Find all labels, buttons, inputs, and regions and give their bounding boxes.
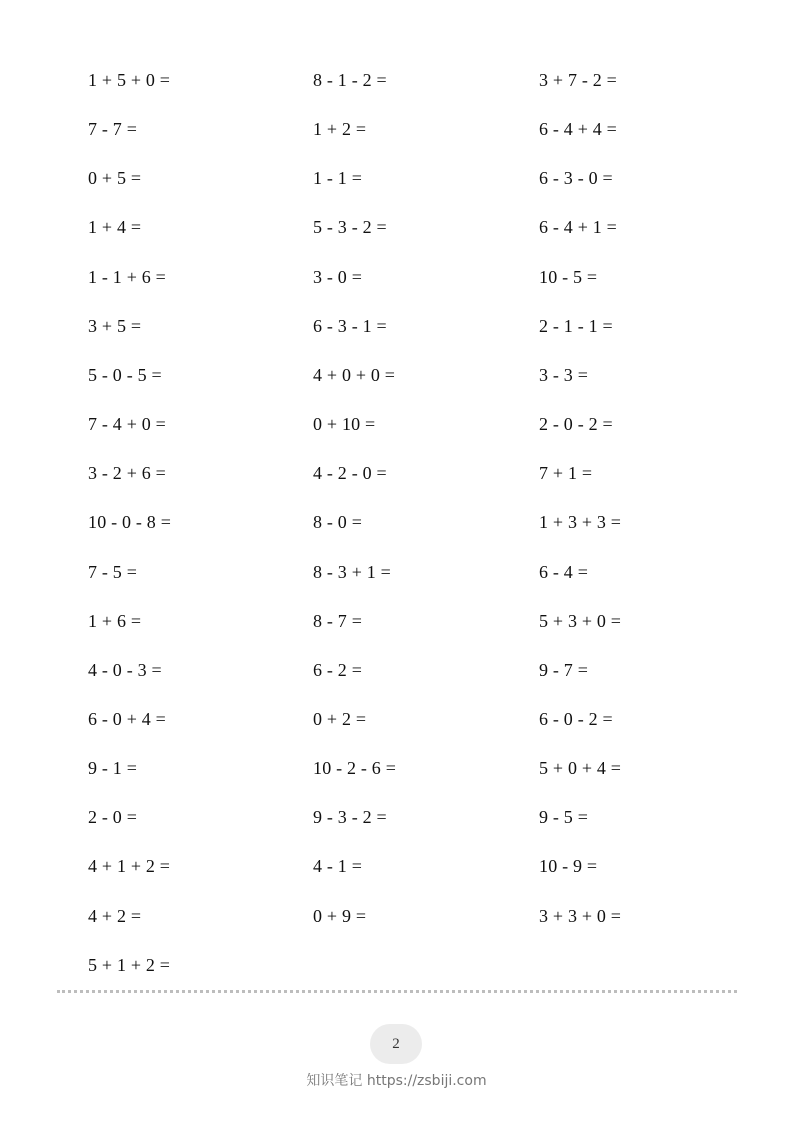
math-problem: 6 - 4 + 4 = — [539, 119, 617, 139]
math-problem: 7 - 7 = — [88, 119, 138, 139]
math-problem: 3 - 2 + 6 = — [88, 463, 166, 483]
math-problem: 6 - 4 = — [539, 562, 589, 582]
math-problem: 4 - 2 - 0 = — [313, 463, 387, 483]
math-problem: 1 - 1 = — [313, 168, 363, 188]
math-problem: 2 - 0 = — [88, 807, 138, 827]
math-problem: 10 - 5 = — [539, 267, 598, 287]
math-problem: 1 - 1 + 6 = — [88, 267, 166, 287]
math-problem: 10 - 9 = — [539, 856, 598, 876]
math-problem: 3 - 0 = — [313, 267, 363, 287]
math-problem: 4 - 1 = — [313, 856, 363, 876]
math-problem: 8 - 1 - 2 = — [313, 70, 387, 90]
math-problem: 9 - 1 = — [88, 758, 138, 778]
math-problem: 0 + 10 = — [313, 414, 376, 434]
math-problem: 1 + 3 + 3 = — [539, 512, 622, 532]
page-number-badge — [370, 1024, 422, 1064]
math-problem: 7 + 1 = — [539, 463, 593, 483]
dotted-divider — [57, 990, 737, 993]
math-problem: 6 - 0 - 2 = — [539, 709, 613, 729]
math-problem: 8 - 7 = — [313, 611, 363, 631]
math-problem: 8 - 3 + 1 = — [313, 562, 391, 582]
math-problem: 10 - 0 - 8 = — [88, 512, 172, 532]
math-problem: 5 - 0 - 5 = — [88, 365, 162, 385]
math-problem: 3 + 7 - 2 = — [539, 70, 617, 90]
math-problem: 1 + 4 = — [88, 217, 142, 237]
math-problem: 7 - 4 + 0 = — [88, 414, 166, 434]
math-problem: 4 + 0 + 0 = — [313, 365, 396, 385]
math-problem: 7 - 5 = — [88, 562, 138, 582]
math-problem: 4 + 1 + 2 = — [88, 856, 171, 876]
math-problem: 4 - 0 - 3 = — [88, 660, 162, 680]
math-problem: 8 - 0 = — [313, 512, 363, 532]
math-problem: 1 + 2 = — [313, 119, 367, 139]
math-problem: 10 - 2 - 6 = — [313, 758, 397, 778]
math-problem: 6 - 3 - 0 = — [539, 168, 613, 188]
math-problem: 5 + 1 + 2 = — [88, 955, 171, 975]
math-problem: 6 - 0 + 4 = — [88, 709, 166, 729]
math-problem: 5 + 0 + 4 = — [539, 758, 622, 778]
math-problem: 3 + 5 = — [88, 316, 142, 336]
math-problem: 5 - 3 - 2 = — [313, 217, 387, 237]
math-problem: 9 - 3 - 2 = — [313, 807, 387, 827]
math-problem: 2 - 1 - 1 = — [539, 316, 613, 336]
math-problem: 6 - 4 + 1 = — [539, 217, 617, 237]
math-problem: 3 + 3 + 0 = — [539, 906, 622, 926]
math-problem: 3 - 3 = — [539, 365, 589, 385]
math-problem: 1 + 6 = — [88, 611, 142, 631]
math-problem: 9 - 7 = — [539, 660, 589, 680]
math-problem: 6 - 3 - 1 = — [313, 316, 387, 336]
math-problem: 1 + 5 + 0 = — [88, 70, 171, 90]
math-problem: 0 + 9 = — [313, 906, 367, 926]
math-problem: 0 + 5 = — [88, 168, 142, 188]
math-problem: 0 + 2 = — [313, 709, 367, 729]
math-problem: 4 + 2 = — [88, 906, 142, 926]
math-problem: 9 - 5 = — [539, 807, 589, 827]
footer-source: 知识笔记 https://zsbiji.com — [306, 1073, 487, 1089]
math-problem: 6 - 2 = — [313, 660, 363, 680]
math-problem: 5 + 3 + 0 = — [539, 611, 622, 631]
math-problem: 2 - 0 - 2 = — [539, 414, 613, 434]
page-number: 2 — [392, 1035, 400, 1052]
